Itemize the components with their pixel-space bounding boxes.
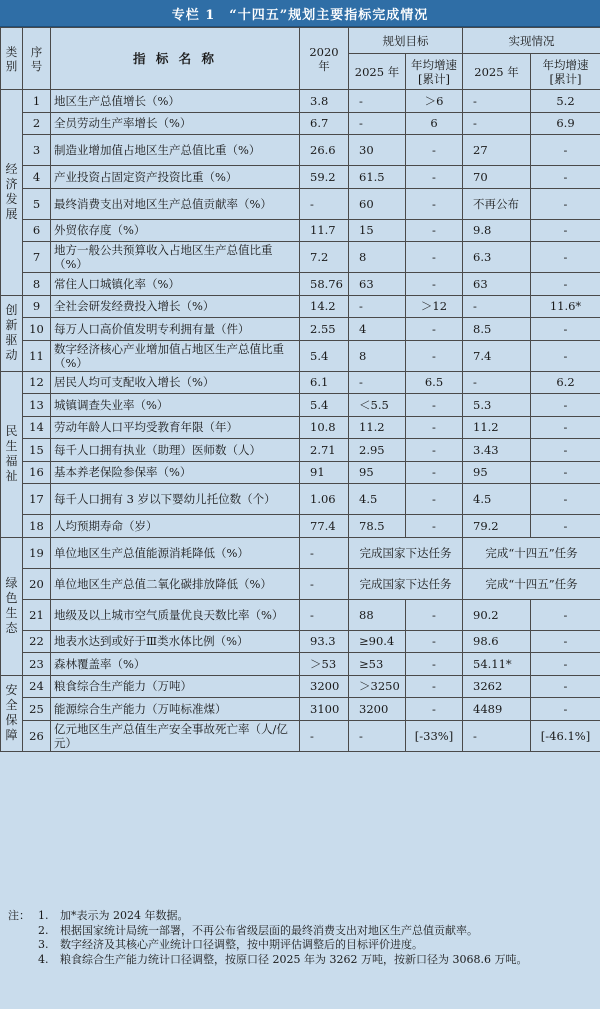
plan-2025-cell: 4.5: [349, 484, 406, 515]
actual-growth-cell: -: [531, 439, 600, 462]
seq-cell: 12: [23, 371, 51, 394]
base-2020-cell: 1.06: [300, 484, 349, 515]
actual-growth-cell: -: [531, 318, 600, 341]
plan-2025-cell: 完成国家下达任务: [349, 537, 463, 568]
base-2020-cell: 59.2: [300, 166, 349, 189]
actual-growth-cell: -: [531, 219, 600, 242]
seq-cell: 16: [23, 461, 51, 484]
note-text: 根据国家统计局统一部署，不再公布省级层面的最终消费支出对地区生产总值贡献率。: [60, 923, 478, 937]
plan-2025-cell: 88: [349, 599, 406, 630]
category-cell: 创 新 驱 动: [1, 295, 23, 371]
header-actual-growth: 年均增速 [累计]: [531, 54, 600, 90]
indicator-cell: 人均预期寿命（岁）: [51, 515, 300, 538]
seq-cell: 6: [23, 219, 51, 242]
plan-growth-cell: -: [406, 439, 463, 462]
actual-2025-cell: 95: [463, 461, 531, 484]
base-2020-cell: 6.1: [300, 371, 349, 394]
actual-2025-cell: 98.6: [463, 630, 531, 653]
actual-2025-cell: 63: [463, 273, 531, 296]
note-item: [8, 953, 598, 968]
seq-cell: 4: [23, 166, 51, 189]
actual-2025-cell: 6.3: [463, 242, 531, 273]
base-2020-cell: -: [300, 720, 349, 751]
plan-2025-cell: 61.5: [349, 166, 406, 189]
actual-growth-cell: -: [531, 675, 600, 698]
actual-growth-cell: -: [531, 166, 600, 189]
actual-growth-cell: 6.2: [531, 371, 600, 394]
table-row: [1, 630, 600, 653]
plan-growth-cell: -: [406, 242, 463, 273]
base-2020-cell: 2.71: [300, 439, 349, 462]
plan-2025-cell: 95: [349, 461, 406, 484]
table-row: [1, 242, 600, 273]
note-text: 加*表示为 2024 年数据。: [60, 909, 189, 922]
category-cell: 绿 色 生 态: [1, 537, 23, 675]
header-actual-2025: 2025 年: [463, 54, 531, 90]
plan-2025-cell: 63: [349, 273, 406, 296]
plan-2025-cell: -: [349, 295, 406, 318]
actual-2025-cell: 5.3: [463, 394, 531, 417]
base-2020-cell: 5.4: [300, 340, 349, 371]
plan-growth-cell: -: [406, 416, 463, 439]
plan-2025-cell: 30: [349, 135, 406, 166]
table-title: 专栏 1 “十四五”规划主要指标完成情况: [0, 0, 600, 27]
base-2020-cell: 58.76: [300, 273, 349, 296]
base-2020-cell: 11.7: [300, 219, 349, 242]
table-row: [1, 537, 600, 568]
seq-cell: 13: [23, 394, 51, 417]
category-cell: 经 济 发 展: [1, 90, 23, 296]
indicator-cell: 森林覆盖率（%）: [51, 653, 300, 676]
actual-2025-cell: 完成“十四五”任务: [463, 568, 600, 599]
base-2020-cell: 93.3: [300, 630, 349, 653]
actual-2025-cell: 7.4: [463, 340, 531, 371]
actual-2025-cell: 3262: [463, 675, 531, 698]
indicator-cell: 数字经济核心产业增加值占地区生产总值比重（%）: [51, 340, 300, 371]
plan-2025-cell: ≥90.4: [349, 630, 406, 653]
table-body: [1, 90, 600, 752]
table-row: [1, 568, 600, 599]
actual-growth-cell: -: [531, 484, 600, 515]
plan-growth-cell: -: [406, 273, 463, 296]
base-2020-cell: 7.2: [300, 242, 349, 273]
plan-2025-cell: 2.95: [349, 439, 406, 462]
seq-cell: 5: [23, 188, 51, 219]
table-row: [1, 439, 600, 462]
table-header: [1, 28, 600, 90]
plan-growth-cell: -: [406, 135, 463, 166]
base-2020-cell: 3.8: [300, 90, 349, 113]
base-2020-cell: ＞53: [300, 653, 349, 676]
table-row: [1, 720, 600, 751]
actual-growth-cell: -: [531, 242, 600, 273]
indicator-cell: 地区生产总值增长（%）: [51, 90, 300, 113]
indicator-cell: 粮食综合生产能力（万吨）: [51, 675, 300, 698]
note-text: 数字经济及其核心产业统计口径调整，按中期评估调整后的目标评价进度。: [60, 938, 423, 951]
table-row: [1, 599, 600, 630]
table-row: [1, 295, 600, 318]
indicator-cell: 基本养老保险参保率（%）: [51, 461, 300, 484]
actual-2025-cell: 79.2: [463, 515, 531, 538]
actual-2025-cell: 54.11*: [463, 653, 531, 676]
seq-cell: 20: [23, 568, 51, 599]
indicator-cell: 制造业增加值占地区生产总值比重（%）: [51, 135, 300, 166]
indicator-cell: 劳动年龄人口平均受教育年限（年）: [51, 416, 300, 439]
indicator-cell: 每千人口拥有执业（助理）医师数（人）: [51, 439, 300, 462]
plan-growth-cell: -: [406, 515, 463, 538]
actual-growth-cell: [-46.1%]: [531, 720, 600, 751]
actual-2025-cell: -: [463, 90, 531, 113]
plan-growth-cell: -: [406, 318, 463, 341]
note-number: 3.: [38, 938, 49, 951]
plan-growth-cell: 6: [406, 112, 463, 135]
plan-2025-cell: 60: [349, 188, 406, 219]
seq-cell: 19: [23, 537, 51, 568]
table-row: [1, 698, 600, 721]
actual-2025-cell: -: [463, 720, 531, 751]
header-category: 类 别: [1, 28, 23, 90]
actual-2025-cell: 9.8: [463, 219, 531, 242]
note-number: 4.: [38, 952, 49, 966]
actual-growth-cell: -: [531, 340, 600, 371]
seq-cell: 2: [23, 112, 51, 135]
plan-growth-cell: -: [406, 484, 463, 515]
plan-2025-cell: 4: [349, 318, 406, 341]
actual-growth-cell: -: [531, 135, 600, 166]
base-2020-cell: 5.4: [300, 394, 349, 417]
actual-2025-cell: -: [463, 295, 531, 318]
header-plan-2025: 2025 年: [349, 54, 406, 90]
plan-2025-cell: -: [349, 90, 406, 113]
base-2020-cell: -: [300, 188, 349, 219]
base-2020-cell: 91: [300, 461, 349, 484]
plan-2025-cell: 15: [349, 219, 406, 242]
plan-growth-cell: ＞6: [406, 90, 463, 113]
seq-cell: 24: [23, 675, 51, 698]
table-row: [1, 188, 600, 219]
indicator-cell: 地表水达到或好于Ⅲ类水体比例（%）: [51, 630, 300, 653]
note-text: 粮食综合生产能力统计口径调整，按原口径 2025 年为 3262 万吨，按新口径为 3068.6 万吨。: [60, 952, 528, 966]
indicator-cell: 常住人口城镇化率（%）: [51, 273, 300, 296]
plan-growth-cell: -: [406, 653, 463, 676]
base-2020-cell: -: [300, 537, 349, 568]
indicator-cell: 产业投资占固定资产投资比重（%）: [51, 166, 300, 189]
plan-2025-cell: 8: [349, 242, 406, 273]
actual-growth-cell: -: [531, 630, 600, 653]
actual-growth-cell: -: [531, 273, 600, 296]
indicator-cell: 居民人均可支配收入增长（%）: [51, 371, 300, 394]
seq-cell: 18: [23, 515, 51, 538]
plan-growth-cell: -: [406, 630, 463, 653]
notes: [0, 903, 600, 967]
actual-growth-cell: -: [531, 461, 600, 484]
indicator-table: [0, 27, 600, 752]
plan-growth-cell: -: [406, 394, 463, 417]
table-row: [1, 112, 600, 135]
actual-growth-cell: -: [531, 188, 600, 219]
seq-cell: 8: [23, 273, 51, 296]
seq-cell: 11: [23, 340, 51, 371]
plan-2025-cell: 3200: [349, 698, 406, 721]
actual-2025-cell: -: [463, 112, 531, 135]
actual-growth-cell: 5.2: [531, 90, 600, 113]
plan-growth-cell: -: [406, 461, 463, 484]
actual-2025-cell: 8.5: [463, 318, 531, 341]
note-number: 2.: [38, 923, 49, 937]
indicator-cell: 能源综合生产能力（万吨标准煤）: [51, 698, 300, 721]
seq-cell: 14: [23, 416, 51, 439]
actual-2025-cell: 27: [463, 135, 531, 166]
plan-2025-cell: ≥53: [349, 653, 406, 676]
actual-growth-cell: 6.9: [531, 112, 600, 135]
indicator-cell: 外贸依存度（%）: [51, 219, 300, 242]
base-2020-cell: 3100: [300, 698, 349, 721]
base-2020-cell: -: [300, 599, 349, 630]
seq-cell: 22: [23, 630, 51, 653]
table-row: [1, 461, 600, 484]
table-row: [1, 219, 600, 242]
table-row: [1, 394, 600, 417]
plan-2025-cell: 8: [349, 340, 406, 371]
actual-2025-cell: 70: [463, 166, 531, 189]
table-row: [1, 416, 600, 439]
actual-2025-cell: -: [463, 371, 531, 394]
header-indicator: 指 标 名 称: [51, 28, 300, 90]
seq-cell: 21: [23, 599, 51, 630]
table-row: [1, 90, 600, 113]
base-2020-cell: 26.6: [300, 135, 349, 166]
actual-growth-cell: -: [531, 416, 600, 439]
seq-cell: 9: [23, 295, 51, 318]
plan-growth-cell: 6.5: [406, 371, 463, 394]
seq-cell: 23: [23, 653, 51, 676]
indicator-cell: 全员劳动生产率增长（%）: [51, 112, 300, 135]
seq-cell: 17: [23, 484, 51, 515]
notes-label: 注：: [8, 909, 30, 922]
table-row: [1, 318, 600, 341]
table-row: [1, 273, 600, 296]
table-row: [1, 371, 600, 394]
indicator-cell: 每千人口拥有 3 岁以下婴幼儿托位数（个）: [51, 484, 300, 515]
actual-2025-cell: 11.2: [463, 416, 531, 439]
actual-2025-cell: 90.2: [463, 599, 531, 630]
plan-2025-cell: 11.2: [349, 416, 406, 439]
note-item: [8, 938, 598, 953]
table-row: [1, 484, 600, 515]
seq-cell: 7: [23, 242, 51, 273]
indicator-cell: 每万人口高价值发明专利拥有量（件）: [51, 318, 300, 341]
plan-2025-cell: -: [349, 112, 406, 135]
indicator-cell: 地方一般公共预算收入占地区生产总值比重（%）: [51, 242, 300, 273]
indicator-cell: 地级及以上城市空气质量优良天数比率（%）: [51, 599, 300, 630]
actual-growth-cell: -: [531, 698, 600, 721]
base-2020-cell: 10.8: [300, 416, 349, 439]
base-2020-cell: 77.4: [300, 515, 349, 538]
actual-2025-cell: 4.5: [463, 484, 531, 515]
plan-growth-cell: [-33%]: [406, 720, 463, 751]
plan-growth-cell: -: [406, 675, 463, 698]
note-number: 1.: [38, 909, 49, 922]
actual-2025-cell: 不再公布: [463, 188, 531, 219]
seq-cell: 1: [23, 90, 51, 113]
plan-2025-cell: -: [349, 720, 406, 751]
actual-2025-cell: 完成“十四五”任务: [463, 537, 600, 568]
base-2020-cell: 3200: [300, 675, 349, 698]
note-item: [8, 924, 598, 939]
header-base-year: 2020 年: [300, 28, 349, 90]
plan-2025-cell: ＜5.5: [349, 394, 406, 417]
plan-growth-cell: -: [406, 219, 463, 242]
plan-growth-cell: -: [406, 340, 463, 371]
actual-2025-cell: 3.43: [463, 439, 531, 462]
seq-cell: 15: [23, 439, 51, 462]
indicator-cell: 最终消费支出对地区生产总值贡献率（%）: [51, 188, 300, 219]
actual-growth-cell: 11.6*: [531, 295, 600, 318]
table-row: [1, 166, 600, 189]
base-2020-cell: 2.55: [300, 318, 349, 341]
actual-growth-cell: -: [531, 394, 600, 417]
plan-growth-cell: ＞12: [406, 295, 463, 318]
indicator-cell: 单位地区生产总值二氧化碳排放降低（%）: [51, 568, 300, 599]
plan-2025-cell: -: [349, 371, 406, 394]
plan-2025-cell: 完成国家下达任务: [349, 568, 463, 599]
indicator-cell: 城镇调查失业率（%）: [51, 394, 300, 417]
actual-2025-cell: 4489: [463, 698, 531, 721]
header-plan: 规划目标: [349, 28, 463, 54]
actual-growth-cell: -: [531, 599, 600, 630]
seq-cell: 26: [23, 720, 51, 751]
table-row: [1, 653, 600, 676]
base-2020-cell: 14.2: [300, 295, 349, 318]
plan-growth-cell: -: [406, 698, 463, 721]
indicator-cell: 亿元地区生产总值生产安全事故死亡率（人/亿元）: [51, 720, 300, 751]
actual-growth-cell: -: [531, 653, 600, 676]
table-row: [1, 340, 600, 371]
plan-growth-cell: -: [406, 188, 463, 219]
header-seq: 序 号: [23, 28, 51, 90]
plan-growth-cell: -: [406, 166, 463, 189]
indicator-cell: 全社会研发经费投入增长（%）: [51, 295, 300, 318]
header-actual: 实现情况: [463, 28, 600, 54]
plan-2025-cell: 78.5: [349, 515, 406, 538]
base-2020-cell: -: [300, 568, 349, 599]
actual-growth-cell: -: [531, 515, 600, 538]
table-row: [1, 515, 600, 538]
base-2020-cell: 6.7: [300, 112, 349, 135]
table-row: [1, 135, 600, 166]
seq-cell: 3: [23, 135, 51, 166]
header-plan-growth: 年均增速 [累计]: [406, 54, 463, 90]
plan-growth-cell: -: [406, 599, 463, 630]
category-cell: 民 生 福 祉: [1, 371, 23, 537]
indicator-cell: 单位地区生产总值能源消耗降低（%）: [51, 537, 300, 568]
table-row: [1, 675, 600, 698]
category-cell: 安 全 保 障: [1, 675, 23, 751]
seq-cell: 10: [23, 318, 51, 341]
seq-cell: 25: [23, 698, 51, 721]
note-item: [8, 909, 598, 924]
plan-2025-cell: ＞3250: [349, 675, 406, 698]
